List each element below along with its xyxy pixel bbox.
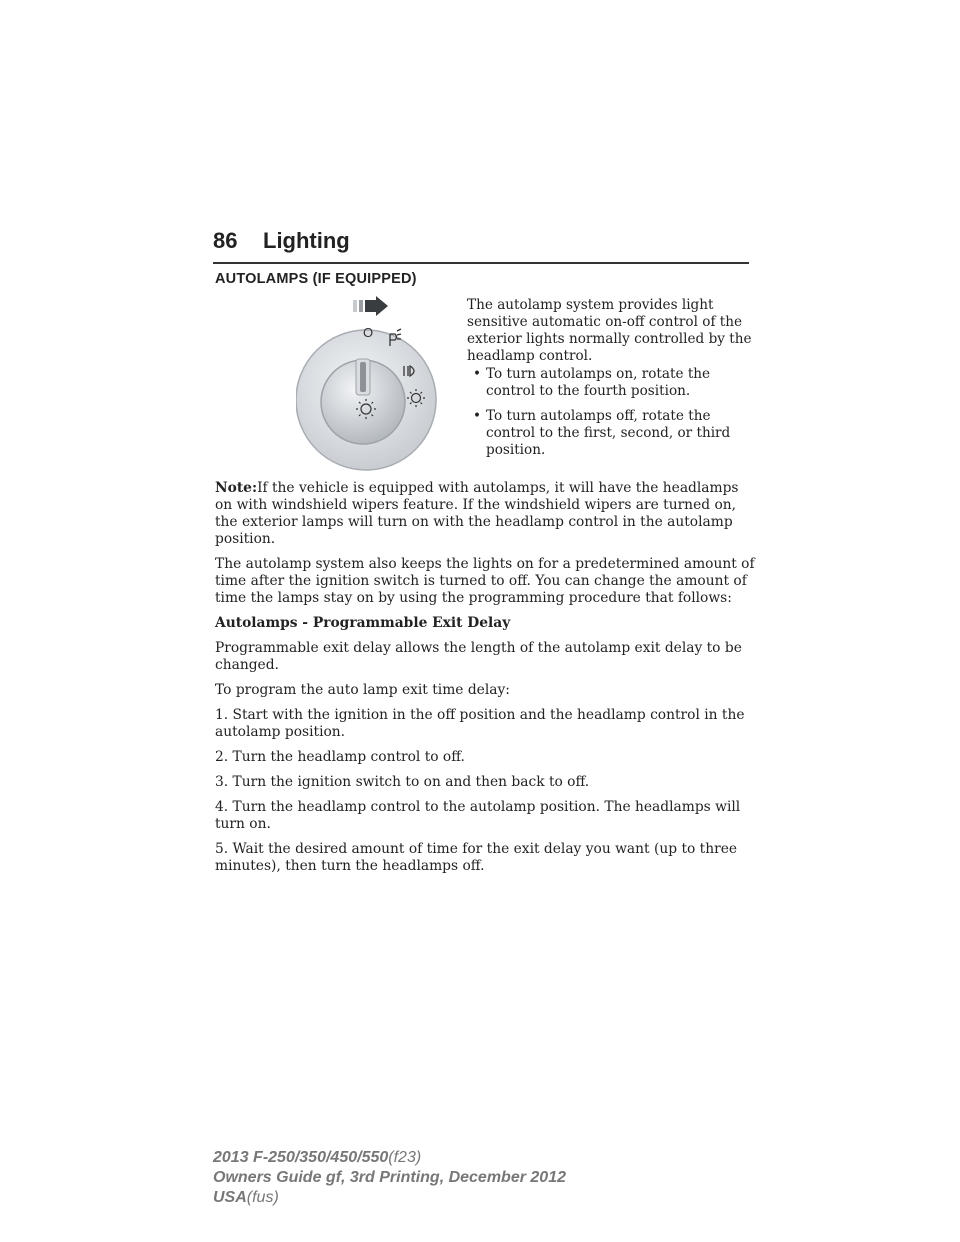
footer-line-guide: Owners Guide gf, 3rd Printing, December 2012 [213,1169,566,1186]
list-item: • To turn autolamps off, rotate the control to the first, second, or third position. [473,408,731,458]
paragraph: To program the auto lamp exit time delay: [215,682,510,698]
chapter-title: Lighting [263,228,350,253]
off-position-label: O [363,325,374,340]
note-paragraph [215,480,755,548]
step-item: 5. Wait the desired amount of time for the exit delay you want (up to three minutes), then turn the headlamps off. [215,841,738,874]
footer-line-model: 2013 F-250/350/450/550(f23) [213,1149,422,1166]
note-text: If the vehicle is equipped with autolamps, it will have the headlamps on with windshield wipers feature. If the windshield wipers are turned on, the exterior lamps will turn on with the headlamp control in the autolamp position. [215,480,739,547]
bullet-dot: • [473,408,482,424]
bullet-list [467,366,757,467]
body-text [215,480,755,883]
page-header [213,226,749,264]
note-label: Note: [215,480,258,496]
bullet-dot: • [473,366,482,382]
step-item: 3. Turn the ignition switch to on and then back to off. [215,774,590,790]
subheading: Autolamps - Programmable Exit Delay [215,615,511,631]
intro-paragraph: The autolamp system provides light sensitive automatic on-off control of the exterior lights normally controlled by the headlamp control. [467,297,752,364]
step-item: 2. Turn the headlamp control to off. [215,749,465,765]
paragraph: The autolamp system also keeps the lights on for a predetermined amount of time after the ignition switch is turned to off. You can change the amount of time the lamps stay on by using the programming procedure that follows: [215,556,755,606]
step-item: 4. Turn the headlamp control to the autolamp position. The headlamps will turn on. [215,799,741,832]
headlamp-control-figure [296,294,446,476]
page-number: 86 [213,228,238,253]
section-heading: AUTOLAMPS (IF EQUIPPED) [215,271,417,287]
list-item: • To turn autolamps on, rotate the control to the fourth position. [473,366,711,399]
step-item: 1. Start with the ignition in the off position and the headlamp control in the autolamp position. [215,707,745,740]
footer-line-region: USA(fus) [213,1189,279,1206]
page-footer [213,1148,566,1208]
paragraph: Programmable exit delay allows the length of the autolamp exit delay to be changed. [215,640,742,673]
rotation-arrow-icon [353,296,388,316]
headlamp-control-dial-icon [296,294,446,476]
